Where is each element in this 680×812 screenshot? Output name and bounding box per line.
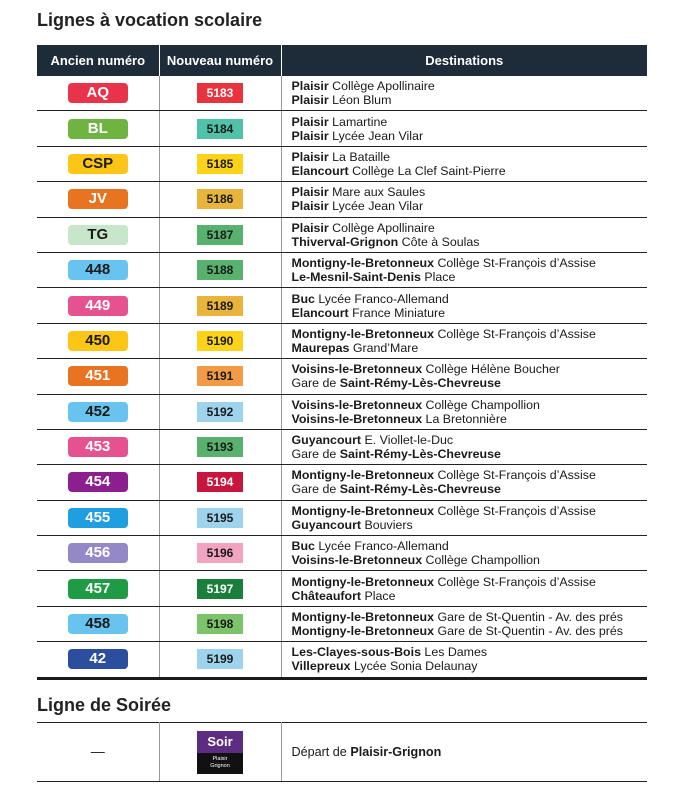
old-number-cell bbox=[37, 642, 159, 678]
new-line-badge: 5186 bbox=[197, 189, 243, 209]
destination-line: Voisins-le-Bretonneux Collège Hélène Boucher bbox=[291, 362, 560, 377]
section-title-soiree: Ligne de Soirée bbox=[37, 695, 172, 715]
old-number-cell bbox=[37, 323, 159, 358]
soir-badge-sub: Plaisir Grignon bbox=[197, 753, 243, 774]
scolaire-lines-table bbox=[37, 45, 647, 680]
section-title-scolaire: Lignes à vocation scolaire bbox=[37, 10, 263, 30]
destinations-cell bbox=[281, 571, 647, 606]
destination-line: Voisins-le-Bretonneux Collège Champollion bbox=[291, 397, 540, 412]
destination-line: Gare de Saint-Rémy-Lès-Chevreuse bbox=[291, 376, 501, 391]
destination-line: Plaisir La Bataille bbox=[291, 149, 391, 164]
table-row bbox=[37, 642, 647, 678]
new-line-badge: 5195 bbox=[197, 508, 243, 528]
table-row bbox=[37, 252, 647, 287]
destinations-cell bbox=[281, 465, 647, 500]
old-number-cell bbox=[37, 571, 159, 606]
old-number-cell bbox=[37, 111, 159, 146]
table-row bbox=[37, 429, 647, 464]
new-line-badge: 5187 bbox=[197, 225, 243, 245]
new-number-cell bbox=[159, 359, 281, 394]
destination-line: Buc Lycée Franco-Allemand bbox=[291, 539, 449, 554]
table-row bbox=[37, 723, 647, 782]
old-line-badge: 450 bbox=[68, 331, 128, 351]
table-row bbox=[37, 217, 647, 252]
destination-line: Guyancourt Bouviers bbox=[291, 517, 413, 532]
old-number-cell bbox=[37, 429, 159, 464]
new-line-badge: 5183 bbox=[197, 83, 243, 103]
destinations-cell bbox=[281, 394, 647, 429]
destinations-cell bbox=[281, 642, 647, 678]
destination-line: Plaisir Mare aux Saules bbox=[291, 185, 426, 200]
new-line-badge: 5188 bbox=[197, 260, 243, 280]
new-line-badge: 5191 bbox=[197, 366, 243, 386]
table-row bbox=[37, 571, 647, 606]
table-row bbox=[37, 394, 647, 429]
table-row bbox=[37, 288, 647, 323]
new-number-cell bbox=[159, 500, 281, 535]
table-row bbox=[37, 465, 647, 500]
new-line-badge: 5194 bbox=[197, 472, 243, 492]
old-line-badge: 452 bbox=[68, 402, 128, 422]
table-row bbox=[37, 536, 647, 571]
destinations-cell bbox=[281, 252, 647, 287]
destinations-cell bbox=[281, 429, 647, 464]
soir-new-number bbox=[159, 723, 281, 782]
destination-line: Montigny-le-Bretonneux Collège St-François d’Assise bbox=[291, 503, 596, 518]
old-number-cell bbox=[37, 76, 159, 111]
old-number-cell bbox=[37, 182, 159, 217]
soir-destination: Départ de Plaisir-Grignon bbox=[281, 723, 647, 782]
new-number-cell bbox=[159, 642, 281, 678]
destination-line: Montigny-le-Bretonneux Collège St-François d’Assise bbox=[291, 468, 596, 483]
destination-line: Gare de Saint-Rémy-Lès-Chevreuse bbox=[291, 482, 501, 497]
destination-line: Voisins-le-Bretonneux La Bretonnière bbox=[291, 411, 507, 426]
destinations-cell bbox=[281, 500, 647, 535]
old-number-cell bbox=[37, 252, 159, 287]
old-number-cell bbox=[37, 500, 159, 535]
destination-line: Le-Mesnil-Saint-Denis Place bbox=[291, 270, 456, 285]
destination-line: Plaisir Collège Apollinaire bbox=[291, 220, 435, 235]
destination-line: Plaisir Lycée Jean Vilar bbox=[291, 128, 424, 143]
old-line-badge: AQ bbox=[68, 83, 128, 103]
new-line-badge: 5190 bbox=[197, 331, 243, 351]
destinations-cell bbox=[281, 217, 647, 252]
destination-line: Châteaufort Place bbox=[291, 588, 396, 603]
old-number-cell bbox=[37, 359, 159, 394]
destinations-cell bbox=[281, 359, 647, 394]
new-line-badge: 5193 bbox=[197, 437, 243, 457]
old-line-badge: 456 bbox=[68, 543, 128, 563]
header-destinations: Destinations bbox=[281, 45, 647, 76]
new-number-cell bbox=[159, 182, 281, 217]
destination-line: Montigny-le-Bretonneux Gare de St-Quentin - Av. des prés bbox=[291, 624, 623, 639]
destination-line: Montigny-le-Bretonneux Collège St-François d’Assise bbox=[291, 256, 596, 271]
new-line-badge: 5185 bbox=[197, 154, 243, 174]
soir-badge-label: Soir bbox=[207, 733, 233, 749]
destination-line: Plaisir Collège Apollinaire bbox=[291, 79, 435, 94]
destinations-cell bbox=[281, 111, 647, 146]
destination-line: Les-Clayes-sous-Bois Les Dames bbox=[291, 645, 488, 660]
destination-line: Plaisir Lamartine bbox=[291, 114, 388, 129]
old-line-badge: 451 bbox=[68, 366, 128, 386]
old-line-badge: CSP bbox=[68, 154, 128, 174]
old-number-cell bbox=[37, 288, 159, 323]
destination-line: Villepreux Lycée Sonia Delaunay bbox=[291, 659, 478, 674]
new-line-badge: 5198 bbox=[197, 614, 243, 634]
old-line-badge: 454 bbox=[68, 472, 128, 492]
header-ancien-numero: Ancien numéro bbox=[37, 45, 159, 76]
destination-line: Plaisir Lycée Jean Vilar bbox=[291, 199, 424, 214]
new-number-cell bbox=[159, 146, 281, 181]
table-row bbox=[37, 182, 647, 217]
new-number-cell bbox=[159, 111, 281, 146]
old-line-badge: BL bbox=[68, 119, 128, 139]
destination-line: Thiverval-Grignon Côte à Soulas bbox=[291, 234, 480, 249]
new-line-badge: 5196 bbox=[197, 543, 243, 563]
old-line-badge: 42 bbox=[68, 649, 128, 669]
new-number-cell bbox=[159, 217, 281, 252]
old-number-cell bbox=[37, 606, 159, 641]
old-line-badge: 457 bbox=[68, 579, 128, 599]
new-line-badge: 5199 bbox=[197, 649, 243, 669]
destinations-cell bbox=[281, 288, 647, 323]
old-line-badge: 458 bbox=[68, 614, 128, 634]
table-row bbox=[37, 146, 647, 181]
destination-line: Maurepas Grand’Mare bbox=[291, 340, 419, 355]
soir-line-badge bbox=[197, 731, 243, 774]
table-header-row bbox=[37, 45, 647, 76]
destinations-cell bbox=[281, 76, 647, 111]
new-line-badge: 5197 bbox=[197, 579, 243, 599]
destination-line: Guyancourt E. Viollet-le-Duc bbox=[291, 433, 454, 448]
old-number-cell bbox=[37, 394, 159, 429]
destination-line: Elancourt France Miniature bbox=[291, 305, 446, 320]
table-row bbox=[37, 606, 647, 641]
destination-line: Plaisir Léon Blum bbox=[291, 93, 392, 108]
destinations-cell bbox=[281, 323, 647, 358]
new-line-badge: 5189 bbox=[197, 296, 243, 316]
old-line-badge: JV bbox=[68, 189, 128, 209]
destination-line: Buc Lycée Franco-Allemand bbox=[291, 291, 449, 306]
new-number-cell bbox=[159, 323, 281, 358]
old-number-cell bbox=[37, 217, 159, 252]
destinations-cell bbox=[281, 536, 647, 571]
destination-line: Gare de Saint-Rémy-Lès-Chevreuse bbox=[291, 447, 501, 462]
destination-line: Montigny-le-Bretonneux Collège St-François d’Assise bbox=[291, 326, 596, 341]
new-number-cell bbox=[159, 571, 281, 606]
old-line-badge: 453 bbox=[68, 437, 128, 457]
new-number-cell bbox=[159, 288, 281, 323]
destination-line: Montigny-le-Bretonneux Collège St-François d’Assise bbox=[291, 574, 596, 589]
new-number-cell bbox=[159, 76, 281, 111]
table-row bbox=[37, 323, 647, 358]
new-number-cell bbox=[159, 394, 281, 429]
destinations-cell bbox=[281, 182, 647, 217]
table-row bbox=[37, 500, 647, 535]
destination-line: Elancourt Collège La Clef Saint-Pierre bbox=[291, 163, 506, 178]
destination-line: Voisins-le-Bretonneux Collège Champollion bbox=[291, 553, 540, 568]
new-number-cell bbox=[159, 465, 281, 500]
soiree-line-table bbox=[37, 722, 647, 782]
destinations-cell bbox=[281, 146, 647, 181]
new-number-cell bbox=[159, 606, 281, 641]
table-row bbox=[37, 111, 647, 146]
soir-old-number: — bbox=[37, 723, 159, 782]
new-number-cell bbox=[159, 252, 281, 287]
new-line-badge: 5184 bbox=[197, 119, 243, 139]
destination-line: Montigny-le-Bretonneux Gare de St-Quentin - Av. des prés bbox=[291, 610, 623, 625]
new-line-badge: 5192 bbox=[197, 402, 243, 422]
header-nouveau-numero: Nouveau numéro bbox=[159, 45, 281, 76]
old-line-badge: 455 bbox=[68, 508, 128, 528]
destinations-cell bbox=[281, 606, 647, 641]
table-row bbox=[37, 359, 647, 394]
old-number-cell bbox=[37, 146, 159, 181]
old-number-cell bbox=[37, 465, 159, 500]
new-number-cell bbox=[159, 429, 281, 464]
old-line-badge: 448 bbox=[68, 260, 128, 280]
old-line-badge: TG bbox=[68, 225, 128, 245]
old-number-cell bbox=[37, 536, 159, 571]
table-row bbox=[37, 76, 647, 111]
old-line-badge: 449 bbox=[68, 296, 128, 316]
new-number-cell bbox=[159, 536, 281, 571]
